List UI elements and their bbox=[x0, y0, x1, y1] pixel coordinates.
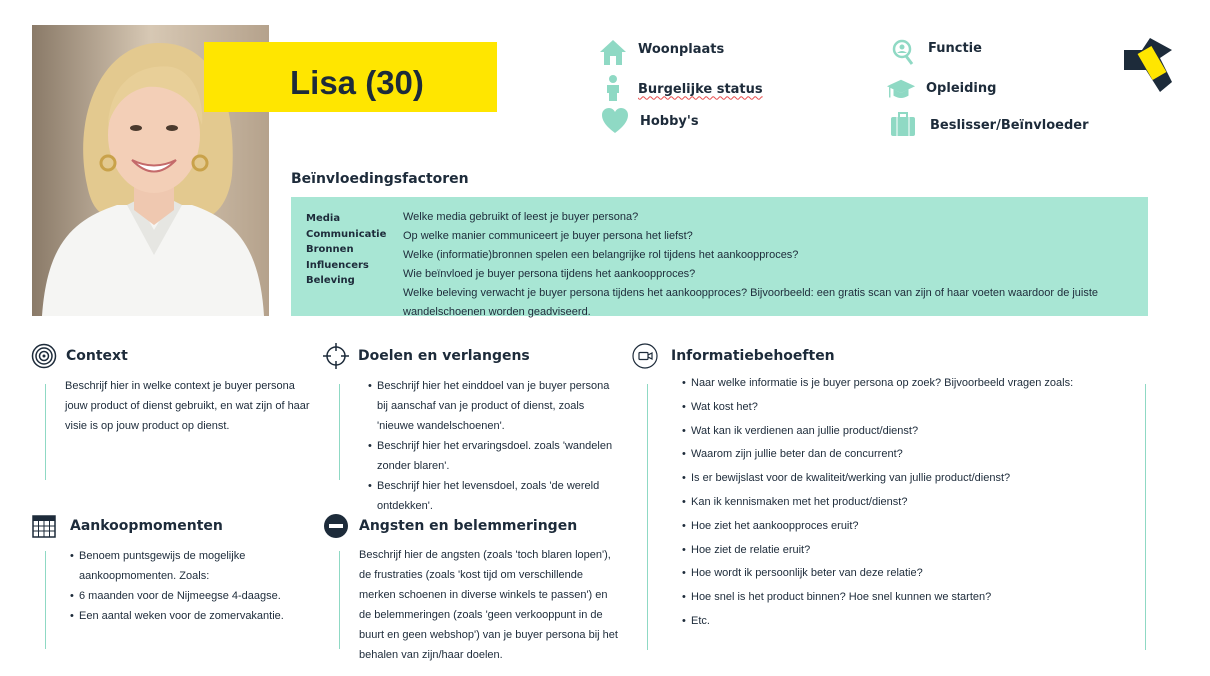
name-banner bbox=[204, 42, 497, 112]
woonplaats-label: Woonplaats bbox=[638, 41, 725, 57]
house-icon bbox=[598, 38, 628, 66]
list-item: • Wat kost het? bbox=[682, 396, 1132, 420]
aankoop-divider bbox=[45, 551, 46, 649]
context-header bbox=[31, 343, 128, 369]
list-item: • Benoem puntsgewijs de mogelijke aankoopmomenten. Zoals: bbox=[70, 546, 310, 586]
influence-question: Welke (informatie)bronnen spelen een belangrijke rol tijdens het aankoopproces? bbox=[403, 249, 799, 262]
influence-label: Bronnen bbox=[306, 244, 354, 255]
influence-question: Op welke manier communiceert je buyer persona het liefst? bbox=[403, 230, 693, 243]
angsten-divider bbox=[339, 551, 340, 649]
aankoop-header bbox=[31, 513, 223, 539]
briefcase-icon bbox=[888, 110, 918, 138]
influence-label: Beleving bbox=[306, 275, 355, 286]
context-title: Context bbox=[66, 348, 128, 364]
attr-hobbys bbox=[600, 107, 699, 135]
aankoop-title: Aankoopmomenten bbox=[70, 518, 223, 534]
influence-question: Wie beïnvloed je buyer persona tijdens het aankoopproces? bbox=[403, 268, 696, 281]
list-item: • Hoe snel is het product binnen? Hoe snel kunnen we starten? bbox=[682, 586, 1132, 610]
calendar-icon bbox=[31, 513, 57, 539]
list-item: • Naar welke informatie is je buyer persona op zoek? Bijvoorbeeld vragen zoals: bbox=[682, 372, 1132, 396]
aankoop-list bbox=[70, 546, 310, 626]
influence-question: Welke beleving verwacht je buyer persona tijdens het aankoopproces? Bijvoorbeeld: een gratis scan van zijn of haar voeten waardoor de juiste wandelschoenen worden geadviseerd. bbox=[403, 287, 1099, 319]
info-divider-left bbox=[647, 384, 648, 650]
influence-question: Welke media gebruikt of leest je buyer persona? bbox=[403, 211, 639, 223]
attr-woonplaats bbox=[598, 38, 724, 66]
angsten-text: Beschrijf hier de angsten (zoals 'toch blaren lopen'), de frustraties (zoals 'kost tijd om verschillende merken schoenen in diverse winkels te passen') en de belemmeringen (zoals 'geen verkooppunt in de buurt en geen webshop') van je buyer persona bij het behalen van zijn/haar doelen. bbox=[359, 549, 618, 661]
list-item: • Beschrijf hier het einddoel van je buyer persona bij aanschaf van je product of dienst, zoals 'nieuwe wandelschoenen'. bbox=[368, 376, 618, 436]
attr-functie bbox=[888, 38, 982, 66]
crosshair-icon bbox=[323, 343, 349, 369]
context-divider bbox=[45, 384, 46, 480]
list-item: • Beschrijf hier het levensdoel, zoals 'de wereld ontdekken'. bbox=[368, 476, 618, 516]
influence-box bbox=[291, 197, 1148, 319]
influence-label: Communicatie bbox=[306, 228, 387, 240]
list-item: • Hoe wordt ik persoonlijk beter van deze relatie? bbox=[682, 562, 1132, 586]
person-icon bbox=[598, 74, 628, 102]
influence-questions bbox=[403, 208, 1133, 323]
beslisser-label: Beslisser/Beïnvloeder bbox=[930, 117, 1089, 133]
list-item: • Hoe ziet de relatie eruit? bbox=[682, 539, 1132, 563]
info-title: Informatiebehoeften bbox=[671, 348, 835, 364]
hobbys-label: Hobby's bbox=[640, 113, 699, 129]
doelen-list bbox=[368, 376, 618, 516]
influence-label: Influencers bbox=[306, 259, 369, 271]
list-item: • Wat kan ik verdienen aan jullie product/dienst? bbox=[682, 420, 1132, 444]
video-camera-icon bbox=[632, 343, 658, 369]
influence-labels bbox=[306, 211, 386, 289]
info-header bbox=[632, 343, 835, 369]
list-item: • Een aantal weken voor de zomervakantie. bbox=[70, 606, 310, 626]
list-item: • Waarom zijn jullie beter dan de concurrent? bbox=[682, 443, 1132, 467]
target-rings-icon bbox=[31, 343, 57, 369]
doelen-divider bbox=[339, 384, 340, 480]
attr-beslisser bbox=[888, 110, 1088, 138]
doelen-header bbox=[323, 343, 530, 369]
list-item: • 6 maanden voor de Nijmeegse 4-daagse. bbox=[70, 586, 310, 606]
think-yellow-logo bbox=[1120, 36, 1174, 92]
angsten-header bbox=[323, 513, 577, 539]
graduation-cap-icon bbox=[886, 76, 916, 104]
no-entry-icon bbox=[323, 513, 349, 539]
attr-opleiding bbox=[886, 76, 996, 104]
influence-label: Media bbox=[306, 213, 341, 224]
list-item: • Beschrijf hier het ervaringsdoel. zoals 'wandelen zonder blaren'. bbox=[368, 436, 618, 476]
opleiding-label: Opleiding bbox=[926, 80, 997, 96]
list-item: • Hoe ziet het aankoopproces eruit? bbox=[682, 515, 1132, 539]
list-item: • Etc. bbox=[682, 610, 1132, 634]
list-item: • Kan ik kennismaken met het product/dienst? bbox=[682, 491, 1132, 515]
doelen-title: Doelen en verlangens bbox=[358, 348, 530, 364]
functie-label: Functie bbox=[928, 40, 982, 56]
search-person-icon bbox=[888, 38, 918, 66]
burgerlijke-status-label: Burgelijke status bbox=[638, 81, 763, 97]
influence-title: Beïnvloedingsfactoren bbox=[291, 171, 469, 187]
angsten-title: Angsten en belemmeringen bbox=[359, 518, 578, 534]
context-text: Beschrijf hier in welke context je buyer persona jouw product of dienst gebruikt, en wat zijn of haar visie is op jouw product op dienst. bbox=[65, 380, 310, 432]
info-divider-right bbox=[1145, 384, 1146, 650]
persona-name: Lisa (30) bbox=[290, 64, 424, 101]
attr-burgerlijke-status bbox=[598, 74, 763, 102]
info-list bbox=[682, 372, 1132, 634]
list-item: • Is er bewijslast voor de kwaliteit/werking van jullie product/dienst? bbox=[682, 467, 1132, 491]
heart-icon bbox=[600, 107, 630, 135]
